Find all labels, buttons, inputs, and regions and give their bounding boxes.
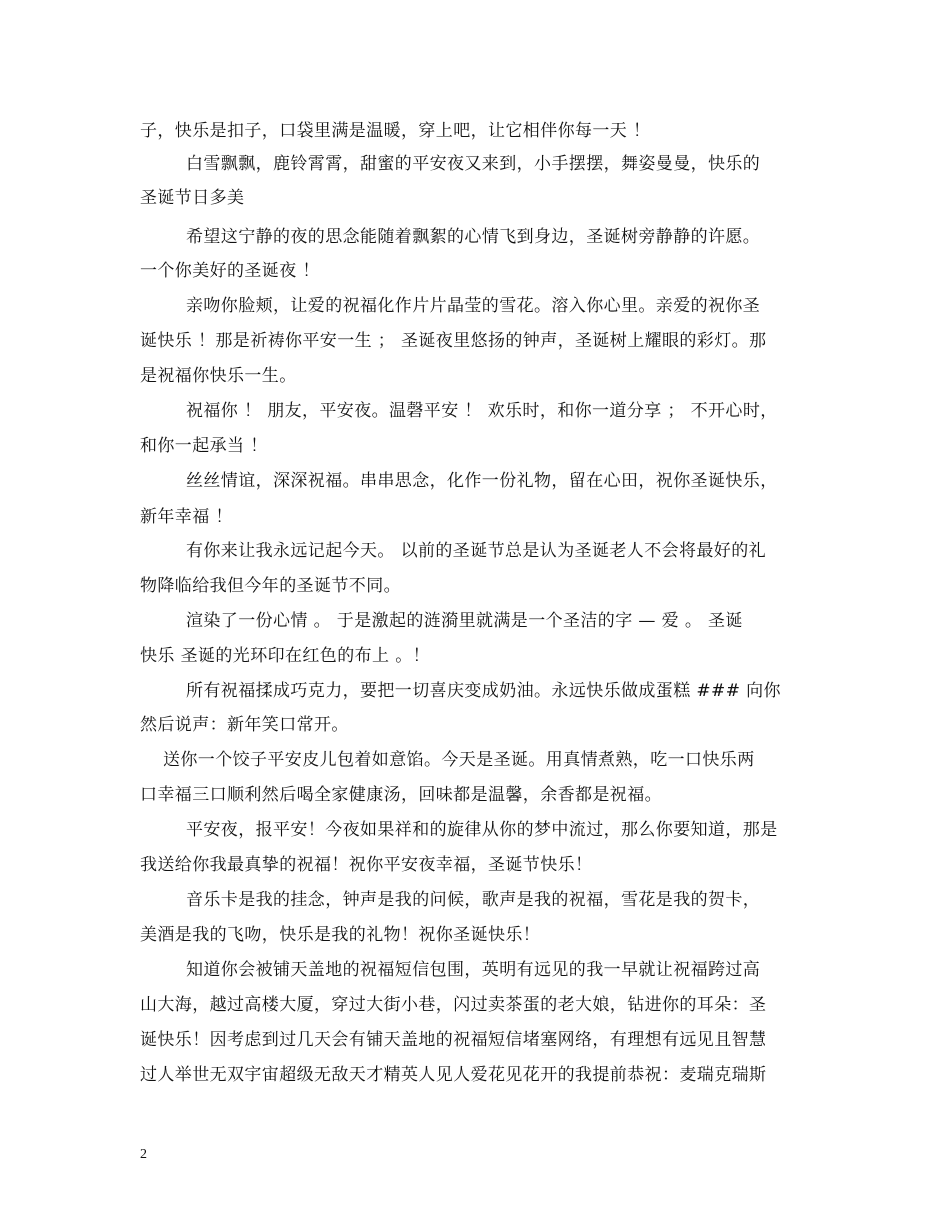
text-line: 祝福你 ！ 朋友，平安夜。温磬平安 ！ 欢乐时，和你一道分享 ； 不开心时， [186, 401, 778, 421]
text-line: 音乐卡是我的挂念，钟声是我的问候，歌声是我的祝福，雪花是我的贺卡， [186, 890, 761, 910]
text-line: 希望这宁静的夜的思念能随着飘絮的心情飞到身边，圣诞树旁静静的许愿。 [186, 227, 761, 247]
text-line: 子，快乐是扣子，口袋里满是温暖，穿上吧，让它相伴你每一天 ！ [140, 121, 651, 141]
text-line: 渲染了一份心情 。 于是激起的涟漪里就满是一个圣洁的字 — 爱 。 圣诞 [186, 611, 743, 631]
text-line: 物降临给我但今年的圣诞节不同。 [140, 576, 401, 596]
text-line: 送你一个饺子平安皮儿包着如意馅。今天是圣诞。用真情煮熟，吃一口快乐两 [163, 750, 755, 770]
text-line: 所有祝福揉成巧克力，要把一切喜庆变成奶油。永远快乐做成蛋糕 ### 向你 [186, 681, 781, 701]
text-line: 诞快乐 ！那是祈祷你平安一生 ； 圣诞夜里悠扬的钟声，圣诞树上耀眼的彩灯。那 [140, 331, 767, 351]
text-line: 平安夜，报平安！今夜如果祥和的旋律从你的梦中流过，那么你要知道，那是 [186, 820, 778, 840]
text-line: 然后说声：新年笑口常开。 [140, 715, 349, 735]
text-line: 快乐 圣诞的光环印在红色的布上 。！ [140, 646, 431, 666]
text-line: 知道你会被铺天盖地的祝福短信包围，英明有远见的我一早就让祝福跨过高 [186, 960, 761, 980]
text-line: 一个你美好的圣诞夜 ！ [140, 261, 320, 281]
text-line: 诞快乐！因考虑到过几天会有铺天盖地的祝福短信堵塞网络，有理想有远见且智慧 [140, 1030, 767, 1050]
text-line: 圣诞节日多美 [140, 188, 245, 208]
text-line: 新年幸福 ！ [140, 507, 233, 527]
text-line: 山大海，越过高楼大厦，穿过大街小巷，闪过卖茶蛋的老大娘，钻进你的耳朵：圣 [140, 995, 767, 1015]
page-number: 2 [140, 1147, 147, 1162]
text-line: 口幸福三口顺利然后喝全家健康汤，回味都是温馨，余香都是祝福。 [140, 785, 662, 805]
text-line: 过人举世无双宇宙超级无敌天才精英人见人爱花见花开的我提前恭祝：麦瑞克瑞斯 [140, 1065, 767, 1085]
text-line: 我送给你我最真挚的祝福！祝你平安夜幸福，圣诞节快乐！ [140, 855, 593, 875]
text-line: 白雪飘飘，鹿铃霄霄，甜蜜的平安夜又来到，小手摆摆，舞姿曼曼，快乐的 [186, 154, 761, 174]
text-line: 亲吻你脸颊，让爱的祝福化作片片晶莹的雪花。溶入你心里。亲爱的祝你圣 [186, 296, 761, 316]
text-line: 美酒是我的飞吻，快乐是我的礼物！祝你圣诞快乐！ [140, 925, 541, 945]
text-line: 是祝福你快乐一生。 [140, 366, 297, 386]
text-line: 和你一起承当 ！ [140, 436, 268, 456]
text-line: 丝丝情谊，深深祝福。串串思念，化作一份礼物，留在心田，祝你圣诞快乐， [186, 471, 778, 491]
text-line: 有你来让我永远记起今天。 以前的圣诞节总是认为圣诞老人不会将最好的礼 [186, 541, 767, 561]
